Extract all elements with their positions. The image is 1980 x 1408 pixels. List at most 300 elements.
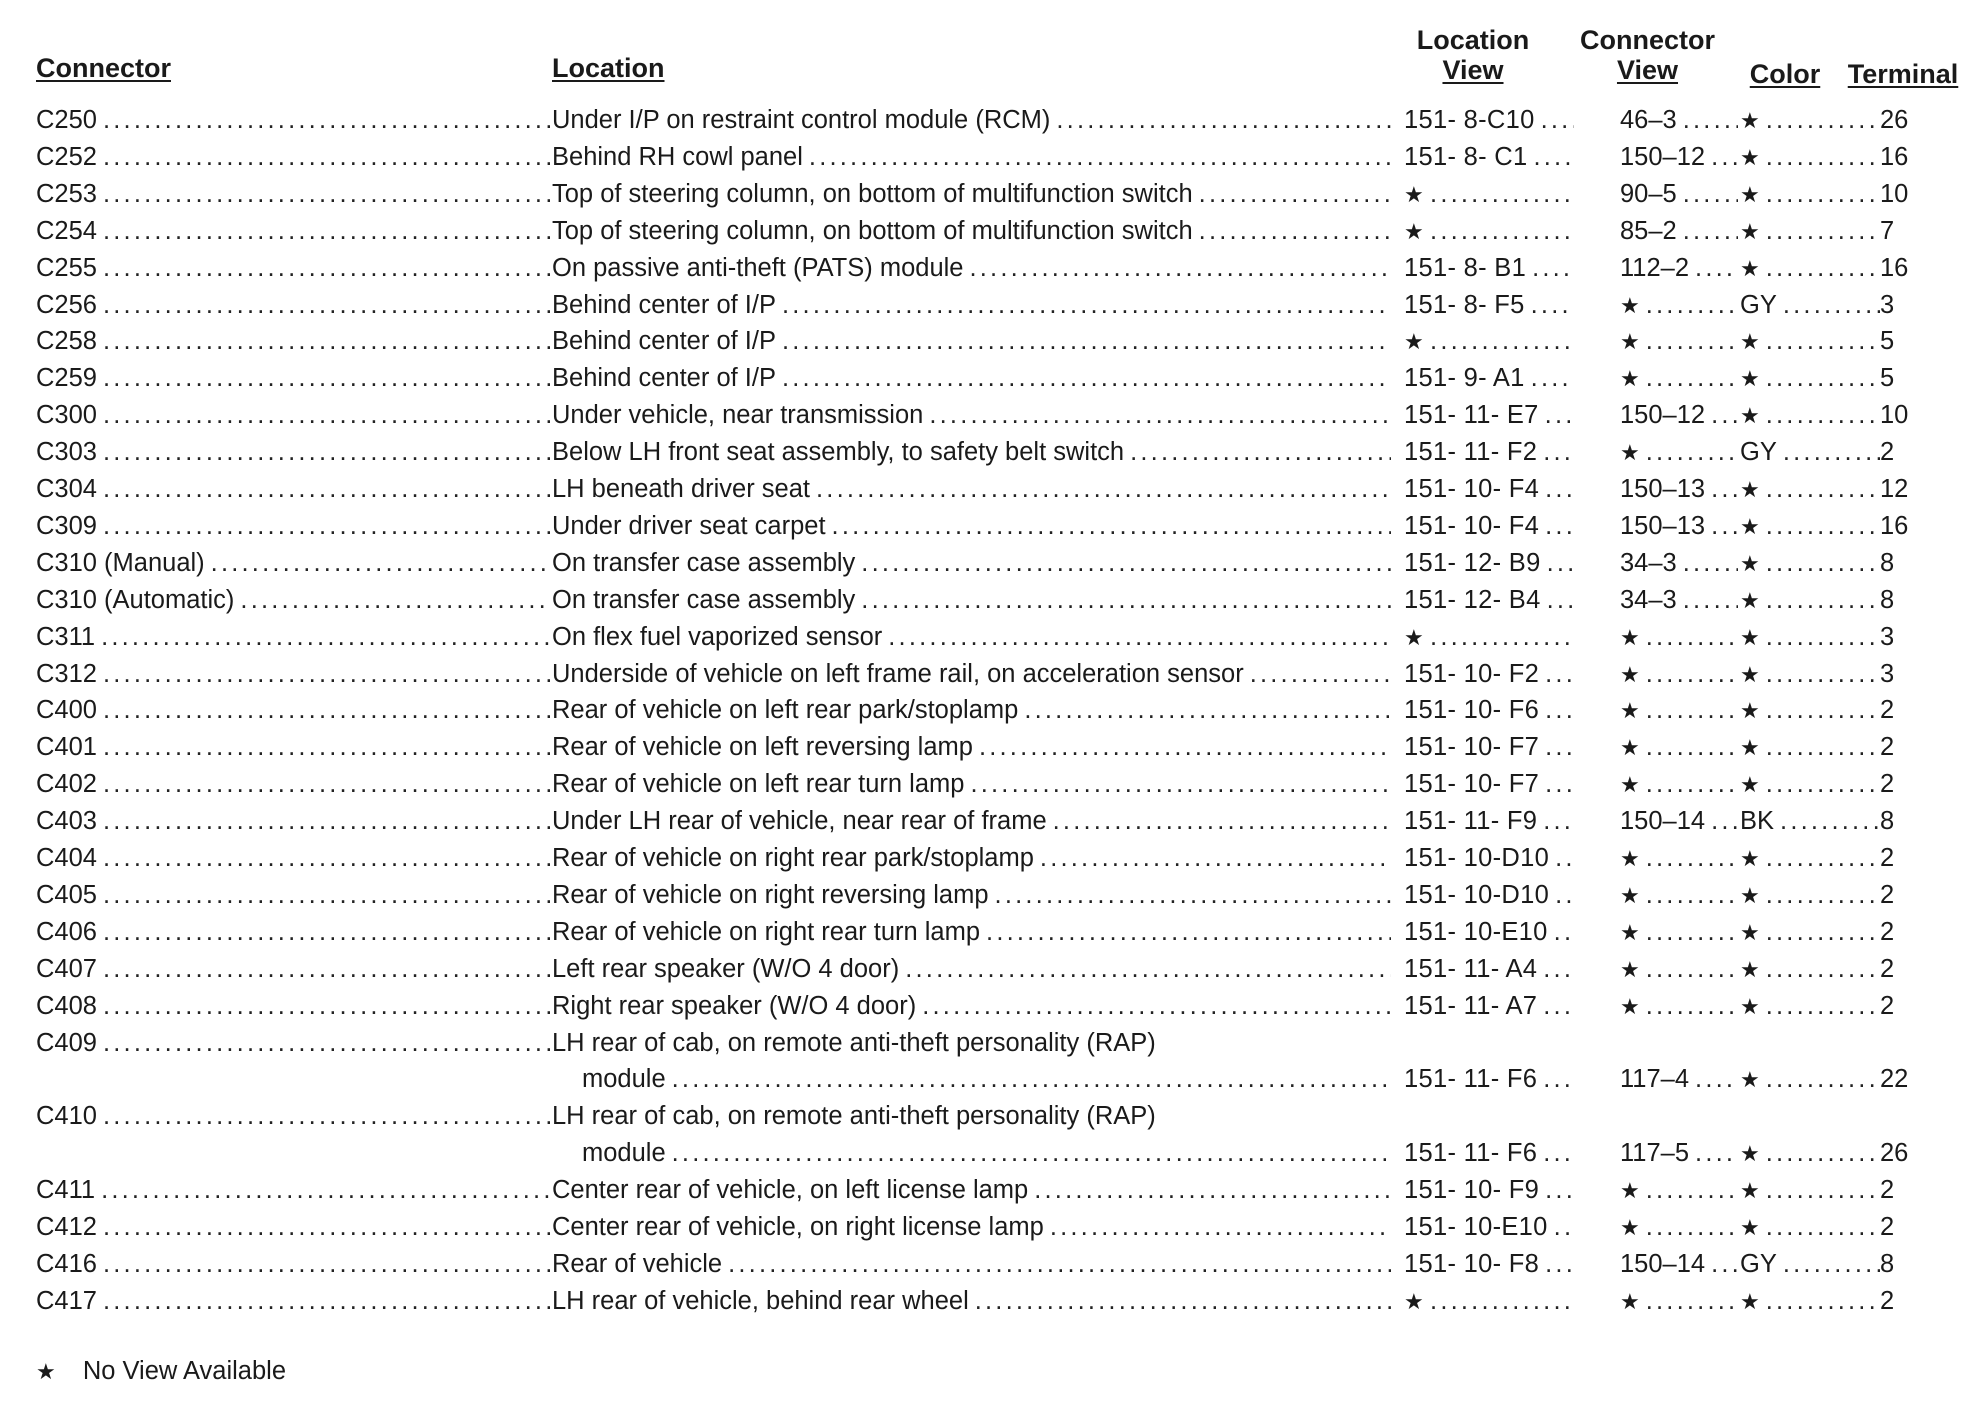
header-color: Color xyxy=(1749,59,1821,89)
connector-view-cell-text: 150–13 xyxy=(1620,475,1706,503)
location-view-cell xyxy=(1404,803,1574,840)
location-view-cell xyxy=(1404,213,1574,250)
dot-leader xyxy=(1760,471,1880,508)
dot-leader xyxy=(1549,877,1574,914)
connector-cell xyxy=(36,1098,550,1135)
dot-leader xyxy=(97,951,550,988)
table-row xyxy=(0,877,1980,914)
terminal-cell: 16 xyxy=(1880,142,1909,171)
dot-leader xyxy=(1640,766,1738,803)
dot-leader xyxy=(97,766,550,803)
terminal-cell: 22 xyxy=(1880,1065,1909,1094)
location-view-cell-text: 151- 10-E10 xyxy=(1404,1213,1548,1241)
location-view-cell-text: 151- 8- B1 xyxy=(1404,253,1527,282)
location-cell xyxy=(552,250,1391,287)
header-connector-view-line2: View xyxy=(1616,55,1679,85)
location-view-cell-text: 151- 10-D10 xyxy=(1404,844,1550,872)
location-view-cell-text: 151- 11- F6 xyxy=(1404,1139,1538,1168)
color-cell-text: ★ xyxy=(1740,846,1760,871)
location-view-cell xyxy=(1404,102,1574,139)
dot-leader xyxy=(1760,840,1880,877)
dot-leader xyxy=(973,729,1391,766)
dot-leader xyxy=(1541,582,1574,619)
location-cell xyxy=(552,656,1391,693)
table-row xyxy=(0,766,1980,803)
table-row-continuation xyxy=(0,1135,1980,1172)
dot-leader xyxy=(1640,1283,1738,1320)
location-view-cell-text: 151- 10- F2 xyxy=(1404,659,1540,688)
table-row xyxy=(0,287,1980,324)
color-cell-text: ★ xyxy=(1740,366,1760,392)
location-cell-text: Under vehicle, near transmission xyxy=(552,401,924,430)
connector-cell xyxy=(36,729,550,766)
terminal-cell: 3 xyxy=(1880,622,1895,651)
location-cell xyxy=(552,877,1391,914)
connector-cell xyxy=(36,766,550,803)
dot-leader xyxy=(1640,360,1738,397)
table-row xyxy=(0,1209,1980,1246)
dot-leader xyxy=(1193,213,1391,250)
location-view-cell xyxy=(1404,139,1574,176)
location-cell xyxy=(552,803,1391,840)
color-cell xyxy=(1740,914,1880,951)
dot-leader xyxy=(97,323,550,360)
connector-view-cell-text: ★ xyxy=(1620,661,1640,687)
location-view-cell-text: 151- 10- F8 xyxy=(1404,1249,1540,1278)
connector-view-cell xyxy=(1620,1209,1738,1246)
dot-leader xyxy=(1548,1209,1574,1246)
location-cell xyxy=(552,139,1391,176)
dot-leader xyxy=(97,434,550,471)
terminal-cell: 2 xyxy=(1880,696,1895,725)
dot-leader xyxy=(97,1209,550,1246)
table-row xyxy=(0,840,1980,877)
connector-view-cell-text: 150–12 xyxy=(1620,142,1706,171)
color-cell xyxy=(1740,729,1880,766)
terminal-cell: 2 xyxy=(1880,770,1895,799)
location-cell xyxy=(552,102,1391,139)
connector-view-cell xyxy=(1620,692,1738,729)
dot-leader xyxy=(1424,176,1574,213)
table-row xyxy=(0,1283,1980,1320)
location-view-cell-text: ★ xyxy=(1404,1288,1425,1314)
location-cell xyxy=(552,840,1391,877)
dot-leader xyxy=(1760,914,1880,951)
dot-leader xyxy=(1424,1283,1574,1320)
dot-leader xyxy=(1640,323,1738,360)
dot-leader xyxy=(1640,1172,1738,1209)
dot-leader xyxy=(963,250,1391,287)
color-cell xyxy=(1740,545,1880,582)
connector-cell-text: C401 xyxy=(36,733,97,762)
connector-cell-text: C312 xyxy=(36,659,97,688)
dot-leader xyxy=(1539,766,1574,803)
connector-view-cell-text: 150–13 xyxy=(1620,511,1706,540)
location-cell-text: Center rear of vehicle, on right license lamp xyxy=(552,1213,1044,1241)
connector-view-cell-text: ★ xyxy=(1620,1215,1640,1240)
dot-leader xyxy=(1640,877,1738,914)
color-cell xyxy=(1740,1135,1880,1172)
color-cell-text: ★ xyxy=(1740,550,1760,576)
location-cell xyxy=(552,1172,1391,1209)
connector-view-cell-text: ★ xyxy=(1620,993,1640,1019)
connector-cell-text: C256 xyxy=(36,290,97,319)
dot-leader xyxy=(1760,988,1880,1025)
terminal-cell: 2 xyxy=(1880,991,1895,1020)
location-cell xyxy=(552,508,1391,545)
terminal-cell: 10 xyxy=(1880,401,1909,430)
dot-leader xyxy=(97,397,550,434)
location-view-cell xyxy=(1404,545,1574,582)
connector-view-cell-text: ★ xyxy=(1620,735,1640,761)
terminal-cell: 26 xyxy=(1880,1139,1909,1168)
dot-leader xyxy=(1777,287,1880,324)
color-cell-text: ★ xyxy=(1740,218,1760,244)
dot-leader xyxy=(1539,397,1574,434)
color-cell xyxy=(1740,877,1880,914)
table-row xyxy=(0,1246,1980,1283)
connector-view-cell xyxy=(1620,471,1738,508)
connector-cell xyxy=(36,1283,550,1320)
connector-view-cell xyxy=(1620,176,1738,213)
location-cell-text: Under LH rear of vehicle, near rear of frame xyxy=(552,807,1047,836)
color-cell xyxy=(1740,619,1880,656)
table-row xyxy=(0,323,1980,360)
location-cell xyxy=(552,988,1391,1025)
location-cell xyxy=(552,914,1391,951)
dot-leader xyxy=(97,656,550,693)
location-cell-text: Left rear speaker (W/O 4 door) xyxy=(552,954,900,983)
connector-cell-text: C258 xyxy=(36,327,97,356)
color-cell xyxy=(1740,951,1880,988)
dot-leader xyxy=(1760,951,1880,988)
dot-leader xyxy=(1774,803,1880,840)
connector-view-cell xyxy=(1620,656,1738,693)
location-cell-text: Under I/P on restraint control module (RCM) xyxy=(552,106,1051,134)
connector-view-cell-text: ★ xyxy=(1620,292,1640,318)
color-cell xyxy=(1740,323,1880,360)
location-cell-text: On passive anti-theft (PATS) module xyxy=(552,253,964,282)
terminal-cell: 2 xyxy=(1880,954,1895,983)
location-view-cell xyxy=(1404,766,1574,803)
location-view-cell-text: ★ xyxy=(1404,624,1425,650)
connector-view-cell-text: ★ xyxy=(1620,440,1640,466)
terminal-cell: 26 xyxy=(1880,106,1909,134)
connector-cell-text: C416 xyxy=(36,1249,97,1278)
connector-cell-text: C310 (Manual) xyxy=(36,548,205,577)
dot-leader xyxy=(1525,287,1574,324)
location-cont-cell-text: module xyxy=(582,1065,666,1094)
dot-leader xyxy=(776,287,1391,324)
color-cell-text: ★ xyxy=(1740,477,1760,502)
dot-leader xyxy=(964,766,1391,803)
location-cell xyxy=(552,692,1391,729)
dot-leader xyxy=(97,840,550,877)
location-view-cell-text: 151- 10- F9 xyxy=(1404,1176,1540,1205)
color-cell-text: ★ xyxy=(1740,329,1760,355)
location-cell xyxy=(552,545,1391,582)
location-view-cell-text: 151- 9- A1 xyxy=(1404,364,1525,393)
dot-leader xyxy=(1640,656,1738,693)
table-row xyxy=(0,1172,1980,1209)
location-view-cell xyxy=(1404,988,1574,1025)
color-cell xyxy=(1740,692,1880,729)
connector-cell xyxy=(36,176,550,213)
connector-cell xyxy=(36,582,550,619)
dot-leader xyxy=(97,287,550,324)
location-view-cell-text: 151- 10-D10 xyxy=(1404,880,1550,909)
terminal-cell: 2 xyxy=(1880,438,1895,467)
connector-view-cell-text: 85–2 xyxy=(1620,216,1677,245)
connector-view-cell xyxy=(1620,582,1738,619)
connector-view-cell xyxy=(1620,766,1738,803)
dot-leader xyxy=(97,988,550,1025)
connector-cell xyxy=(36,323,550,360)
dot-leader xyxy=(1705,397,1738,434)
location-cell-text: Rear of vehicle on right rear turn lamp xyxy=(552,917,981,946)
location-cell xyxy=(552,1283,1391,1320)
connector-cell-text: C303 xyxy=(36,438,97,467)
connector-cell xyxy=(36,877,550,914)
connector-view-cell-text: 34–3 xyxy=(1620,548,1677,577)
dot-leader xyxy=(1677,102,1738,139)
location-view-cell xyxy=(1404,1209,1574,1246)
dot-leader xyxy=(1760,102,1880,139)
dot-leader xyxy=(1760,877,1880,914)
location-cell-text: Rear of vehicle xyxy=(552,1249,723,1278)
location-cell-text: Below LH front seat assembly, to safety belt switch xyxy=(552,438,1125,467)
color-cell-text: ★ xyxy=(1740,1067,1760,1093)
color-cell xyxy=(1740,840,1880,877)
dot-leader xyxy=(1760,582,1880,619)
dot-leader xyxy=(776,360,1391,397)
location-cell xyxy=(552,619,1391,656)
connector-cell-text: C402 xyxy=(36,770,97,799)
header-location-view-line1: Location xyxy=(1416,25,1530,55)
dot-leader xyxy=(1539,656,1574,693)
color-cell-text: ★ xyxy=(1740,1141,1760,1167)
dot-leader xyxy=(234,582,550,619)
dot-leader xyxy=(1777,1246,1880,1283)
dot-leader xyxy=(1539,508,1574,545)
terminal-cell: 8 xyxy=(1880,807,1895,836)
location-view-cell-text: 151- 10- F7 xyxy=(1404,770,1540,799)
color-cell xyxy=(1740,176,1880,213)
location-view-cell xyxy=(1404,1246,1574,1283)
location-cell-text: Top of steering column, on bottom of multifunction switch xyxy=(552,216,1193,245)
dot-leader xyxy=(1760,323,1880,360)
dot-leader xyxy=(97,471,550,508)
dot-leader xyxy=(1760,1209,1880,1246)
terminal-cell: 5 xyxy=(1880,364,1895,393)
dot-leader xyxy=(1539,1172,1574,1209)
terminal-cell: 2 xyxy=(1880,733,1895,762)
dot-leader xyxy=(97,176,550,213)
connector-cell-text: C409 xyxy=(36,1028,97,1057)
table-row xyxy=(0,692,1980,729)
connector-cell-text: C300 xyxy=(36,401,97,430)
table-row xyxy=(0,582,1980,619)
table-row-continuation xyxy=(0,1061,1980,1098)
table-row xyxy=(0,951,1980,988)
table-row xyxy=(0,176,1980,213)
color-cell-text: ★ xyxy=(1740,403,1760,429)
connector-view-cell xyxy=(1620,102,1738,139)
location-cont-cell-text: module xyxy=(582,1139,666,1168)
terminal-cell: 8 xyxy=(1880,585,1895,614)
location-view-cell xyxy=(1404,1061,1574,1098)
connector-cell xyxy=(36,988,550,1025)
location-view-cell xyxy=(1404,692,1574,729)
location-view-cell-text: 151- 11- F2 xyxy=(1404,438,1538,467)
header-connector-view-line1: Connector xyxy=(1580,25,1715,55)
dot-leader xyxy=(97,729,550,766)
table-row xyxy=(0,1098,1980,1135)
dot-leader xyxy=(1539,471,1574,508)
location-view-cell-text: 151- 11- E7 xyxy=(1404,401,1539,430)
dot-leader xyxy=(803,139,1391,176)
dot-leader xyxy=(1527,139,1574,176)
connector-cell xyxy=(36,1172,550,1209)
color-cell-text: ★ xyxy=(1740,1178,1760,1204)
location-view-cell-text: 151- 10- F4 xyxy=(1404,475,1540,503)
connector-view-cell xyxy=(1620,914,1738,951)
location-cell xyxy=(552,287,1391,324)
dot-leader xyxy=(1535,102,1574,139)
location-view-cell xyxy=(1404,619,1574,656)
dot-leader xyxy=(97,360,550,397)
table-row xyxy=(0,213,1980,250)
color-cell xyxy=(1740,1246,1880,1283)
dot-leader xyxy=(1760,508,1880,545)
dot-leader xyxy=(1244,656,1391,693)
dot-leader xyxy=(1640,914,1738,951)
location-view-cell-text: 151- 12- B4 xyxy=(1404,585,1541,614)
connector-view-cell xyxy=(1620,213,1738,250)
connector-cell xyxy=(36,1246,550,1283)
color-cell-text: ★ xyxy=(1740,624,1760,650)
table-row xyxy=(0,914,1980,951)
location-view-cell-text: 151- 8-C10 xyxy=(1404,106,1535,134)
dot-leader xyxy=(1424,619,1574,656)
location-cell xyxy=(552,1209,1391,1246)
legend xyxy=(36,1357,286,1386)
color-cell-text: ★ xyxy=(1740,144,1760,170)
connector-view-cell-text: 117–4 xyxy=(1620,1065,1690,1094)
terminal-cell: 3 xyxy=(1880,290,1895,319)
dot-leader xyxy=(1760,656,1880,693)
dot-leader xyxy=(1640,287,1738,324)
dot-leader xyxy=(95,619,550,656)
dot-leader xyxy=(1640,729,1738,766)
dot-leader xyxy=(97,102,550,139)
dot-leader xyxy=(1640,692,1738,729)
color-cell-text: ★ xyxy=(1740,587,1760,613)
location-cell-text: Under driver seat carpet xyxy=(552,511,826,540)
color-cell xyxy=(1740,582,1880,619)
color-cell xyxy=(1740,1209,1880,1246)
dot-leader xyxy=(1705,508,1738,545)
dot-leader xyxy=(1760,139,1880,176)
location-view-cell-text: 151- 11- F9 xyxy=(1404,807,1538,836)
dot-leader xyxy=(1760,360,1880,397)
dot-leader xyxy=(1640,619,1738,656)
dot-leader xyxy=(1760,397,1880,434)
connector-view-cell-text: ★ xyxy=(1620,956,1640,982)
dot-leader xyxy=(1760,1135,1880,1172)
color-cell-text: ★ xyxy=(1740,698,1760,724)
location-cell xyxy=(552,951,1391,988)
dot-leader xyxy=(95,1172,550,1209)
location-cell-text: Underside of vehicle on left frame rail, on acceleration sensor xyxy=(552,659,1244,688)
color-cell xyxy=(1740,1283,1880,1320)
connector-view-cell-text: ★ xyxy=(1620,882,1640,908)
connector-view-cell xyxy=(1620,1283,1738,1320)
table-row xyxy=(0,1025,1980,1062)
location-view-cell-text: 151- 10- F7 xyxy=(1404,733,1540,762)
dot-leader xyxy=(1193,176,1391,213)
connector-view-cell xyxy=(1620,988,1738,1025)
connector-view-cell-text: ★ xyxy=(1620,366,1640,392)
location-view-cell-text: 151- 10- F4 xyxy=(1404,511,1540,540)
location-cell-text: Top of steering column, on bottom of multifunction switch xyxy=(552,179,1193,208)
connector-view-cell-text: ★ xyxy=(1620,772,1640,798)
location-view-cell xyxy=(1404,176,1574,213)
dot-leader xyxy=(1760,619,1880,656)
location-view-cell xyxy=(1404,729,1574,766)
connector-cell-text: C253 xyxy=(36,179,97,208)
dot-leader xyxy=(722,1246,1391,1283)
connector-cell-text: C411 xyxy=(36,1176,96,1205)
table-row xyxy=(0,397,1980,434)
color-cell-text: ★ xyxy=(1740,919,1760,945)
location-cell: LH rear of cab, on remote anti-theft personality (RAP) xyxy=(552,1028,1156,1057)
location-cont-cell xyxy=(582,1061,1391,1098)
location-view-cell xyxy=(1404,1283,1574,1320)
dot-leader xyxy=(1689,250,1738,287)
location-cell xyxy=(552,434,1391,471)
connector-cell xyxy=(36,692,550,729)
dot-leader xyxy=(1760,1172,1880,1209)
dot-leader xyxy=(1705,471,1738,508)
dot-leader xyxy=(969,1283,1391,1320)
connector-view-cell xyxy=(1620,1061,1738,1098)
connector-view-cell xyxy=(1620,287,1738,324)
location-cell xyxy=(552,176,1391,213)
connector-cell xyxy=(36,102,550,139)
connector-view-cell-text: ★ xyxy=(1620,919,1640,945)
location-view-cell-text: ★ xyxy=(1404,181,1425,207)
dot-leader xyxy=(1047,803,1391,840)
dot-leader xyxy=(1640,951,1738,988)
dot-leader xyxy=(855,582,1391,619)
location-view-cell xyxy=(1404,434,1574,471)
dot-leader xyxy=(666,1061,1391,1098)
connector-view-cell xyxy=(1620,250,1738,287)
connector-view-cell xyxy=(1620,508,1738,545)
connector-cell xyxy=(36,656,550,693)
connector-cell-text: C408 xyxy=(36,991,97,1020)
terminal-cell: 3 xyxy=(1880,659,1895,688)
color-cell xyxy=(1740,656,1880,693)
location-view-cell-text: 151- 10- F6 xyxy=(1404,696,1540,725)
location-view-cell xyxy=(1404,1135,1574,1172)
dot-leader xyxy=(1760,692,1880,729)
location-view-cell-text: 151- 11- F6 xyxy=(1404,1065,1538,1094)
dot-leader xyxy=(989,877,1391,914)
connector-cell xyxy=(36,360,550,397)
color-cell-text: BK xyxy=(1740,807,1775,836)
